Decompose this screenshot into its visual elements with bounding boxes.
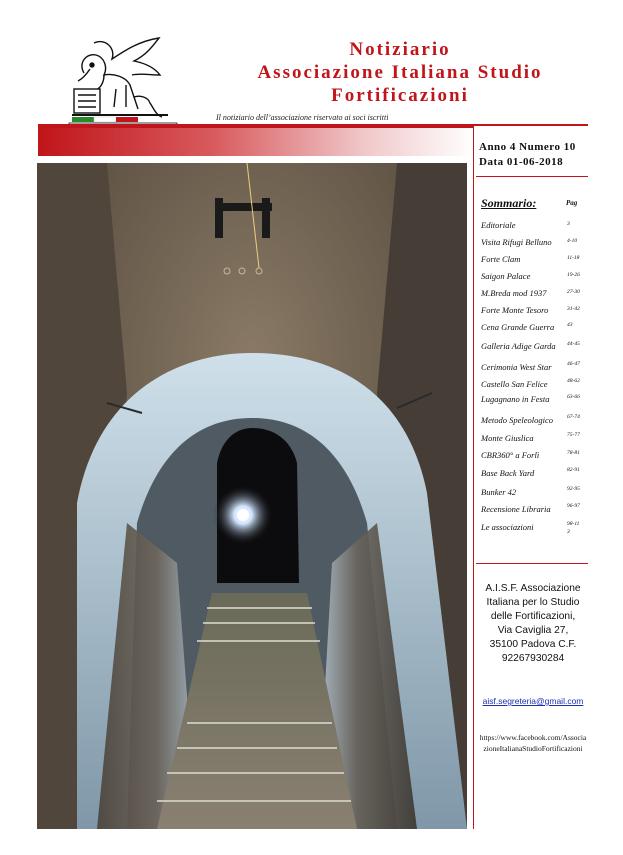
- header-gradient-band: [38, 128, 474, 156]
- flag-red: [116, 117, 138, 122]
- issue-date: Data 01-06-2018: [479, 156, 564, 168]
- winged-lion-icon: [72, 38, 168, 117]
- toc-item-page: 48-62: [567, 378, 580, 384]
- toc-item-label[interactable]: Editoriale: [481, 220, 516, 230]
- toc-item-page: 67-74: [567, 414, 580, 420]
- address-line: delle Fortificazioni,: [490, 611, 576, 622]
- address-line: 92267930284: [501, 653, 565, 664]
- toc-item-page: 27-30: [567, 289, 580, 295]
- flag-green: [72, 117, 94, 122]
- toc-item-label[interactable]: Saigon Palace: [481, 271, 531, 281]
- toc-item-page: 46-47: [567, 361, 580, 367]
- toc-item-page: 11-18: [567, 255, 580, 261]
- toc-item-label[interactable]: Le associazioni: [481, 522, 534, 532]
- sommario-title: Sommario:: [481, 196, 537, 210]
- association-address: [479, 582, 587, 666]
- address-line: Via Caviglia 27,: [497, 625, 569, 636]
- sommario-pag-label: Pag: [566, 199, 578, 207]
- toc-item-page: 63-66: [567, 394, 580, 400]
- toc-item-label[interactable]: Cena Grande Guerra: [481, 322, 555, 332]
- sidebar-rule-1: [476, 176, 588, 177]
- flag-white: [94, 117, 116, 122]
- toc-item-label[interactable]: Cerimonia West Star: [481, 362, 552, 372]
- toc-item-page: 78-81: [567, 450, 580, 456]
- toc-item-page: 44-45: [567, 341, 580, 347]
- toc-item-page: 19-26: [567, 272, 580, 278]
- toc-item-page: 43: [567, 322, 573, 328]
- toc-item-page: 31-42: [567, 306, 580, 312]
- toc-item-page: 75-77: [567, 432, 580, 438]
- toc-item-label[interactable]: Galleria Adige Garda: [481, 341, 556, 351]
- toc-item-label[interactable]: Castello San Felice: [481, 379, 548, 389]
- title-line-3: Fortificazioni: [331, 85, 469, 106]
- toc-item-page: 98-113: [567, 521, 580, 535]
- sidebar-rule-2: [476, 563, 588, 564]
- address-line: Italiana per lo Studio: [486, 597, 580, 608]
- toc-item-label[interactable]: Monte Giuslica: [481, 433, 534, 443]
- title-line-1: Notiziario: [349, 39, 451, 60]
- toc-item-label[interactable]: Visita Rifugi Belluno: [481, 237, 552, 247]
- tunnel-stairs-photo: [37, 163, 467, 829]
- toc-item-label[interactable]: Base Back Yard: [481, 468, 535, 478]
- title-line-2: Associazione Italiana Studio: [257, 62, 543, 83]
- toc-item-page: 82-91: [567, 467, 580, 473]
- tagline: Il notiziario dell’associazione riservato ai soci iscritti: [216, 113, 389, 122]
- toc-item-label[interactable]: Forte Clam: [481, 254, 521, 264]
- toc-item-label[interactable]: CBR360° a Forlì: [481, 450, 540, 460]
- toc-item-page: 3: [567, 221, 570, 227]
- toc-item-label[interactable]: Recensione Libraria: [481, 504, 551, 514]
- newsletter-title: [190, 38, 610, 107]
- address-line: A.I.S.F. Associazione: [485, 583, 581, 594]
- toc-item-label[interactable]: Metodo Speleologico: [481, 415, 553, 425]
- sidebar-top-rule: [474, 124, 588, 126]
- sidebar-divider: [473, 124, 474, 829]
- toc-item-label[interactable]: M.Breda mod 1937: [481, 288, 547, 298]
- issue-number: Anno 4 Numero 10: [479, 141, 576, 153]
- email-link[interactable]: aisf.segreteria@gmail.com: [482, 696, 584, 706]
- toc-item-page: 96-97: [567, 503, 580, 509]
- toc-item-label[interactable]: Forte Monte Tesoro: [481, 305, 549, 315]
- issue-info: [479, 140, 576, 170]
- toc-item-page: 4-10: [567, 238, 578, 244]
- facebook-link[interactable]: https://www.facebook.com/AssociazioneItalianaStudioFortificazioni: [479, 733, 587, 753]
- address-line: 35100 Padova C.F.: [489, 639, 577, 650]
- toc-item-label[interactable]: Bunker 42: [481, 487, 517, 497]
- toc-item-label[interactable]: Lugagnano in Festa: [481, 394, 550, 404]
- toc-item-page: 92-95: [567, 486, 580, 492]
